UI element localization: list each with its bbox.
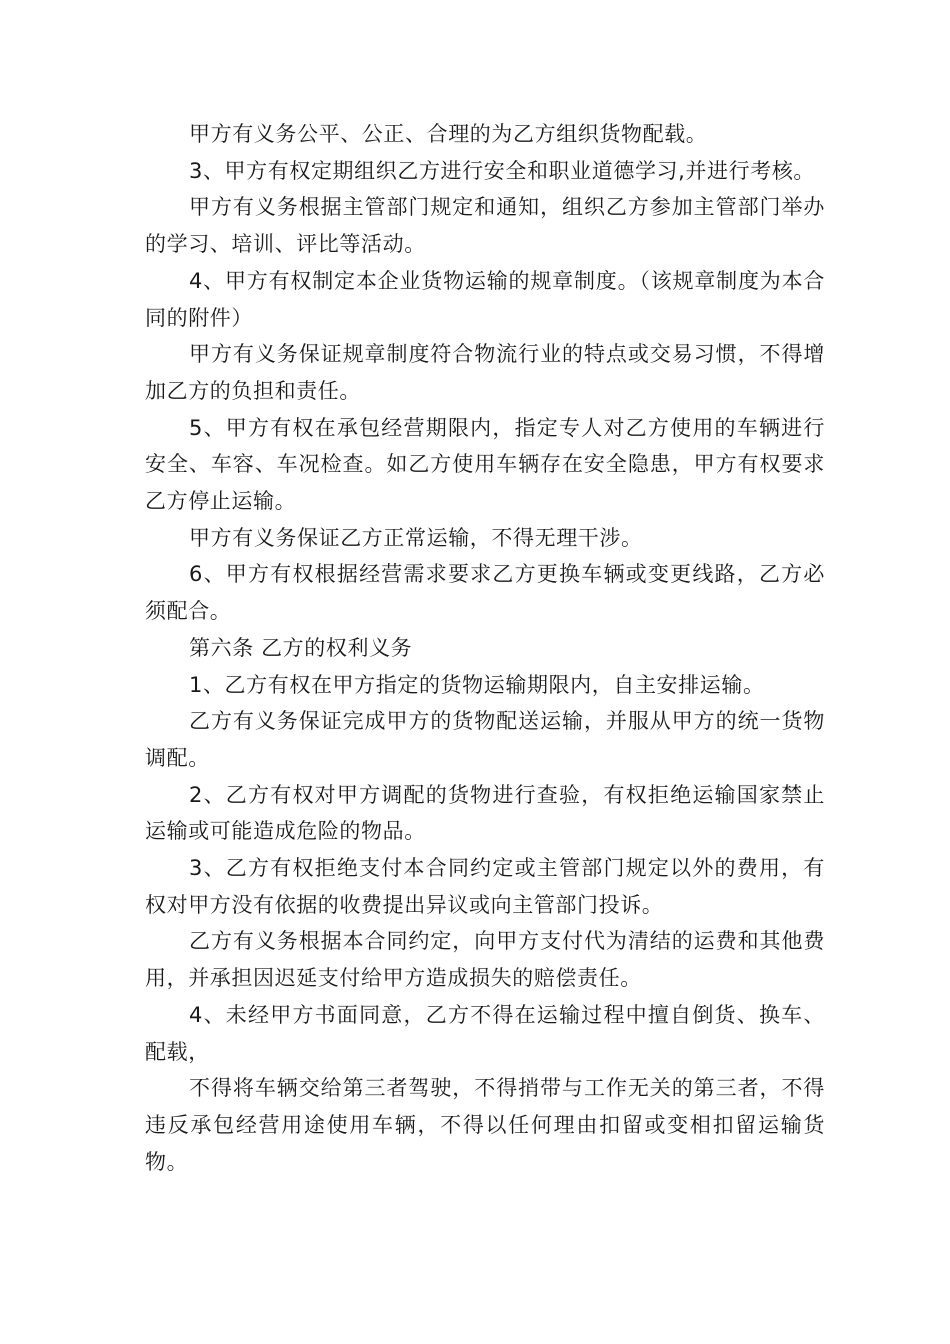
paragraph: 乙方有义务根据本合同约定，向甲方支付代为清结的运费和其他费用，并承担因迟延支付给甲方造成损失的赔偿责任。: [145, 929, 825, 991]
paragraph: 2、乙方有权对甲方调配的货物进行查验，有权拒绝运输国家禁止运输或可能造成危险的物品。: [145, 782, 825, 844]
section-heading: 第六条 乙方的权利义务: [189, 635, 413, 660]
paragraph: 6、甲方有权根据经营需求要求乙方更换车辆或变更线路，乙方必须配合。: [145, 562, 825, 624]
paragraph: 3、乙方有权拒绝支付本合同约定或主管部门规定以外的费用，有权对甲方没有依据的收费提出异议或向主管部门投诉。: [145, 856, 825, 917]
paragraph: 乙方有义务保证完成甲方的货物配送运输，并服从甲方的统一货物调配。: [145, 709, 825, 770]
paragraph: 1、乙方有权在甲方指定的货物运输期限内，自主安排运输。: [189, 672, 765, 697]
paragraph: 甲方有义务根据主管部门规定和通知，组织乙方参加主管部门举办的学习、培训、评比等活动。: [145, 195, 825, 257]
paragraph: 5、甲方有权在承包经营期限内，指定专人对乙方使用的车辆进行安全、车容、车况检查。如乙方使用车辆存在安全隐患，甲方有权要求乙方停止运输。: [145, 415, 825, 514]
paragraph: 甲方有义务保证规章制度符合物流行业的特点或交易习惯，不得增加乙方的负担和责任。: [145, 342, 825, 403]
paragraph: 甲方有义务公平、公正、合理的为乙方组织货物配载。: [189, 122, 708, 146]
paragraph: 不得将车辆交给第三者驾驶，不得捎带与工作无关的第三者，不得违反承包经营用途使用车辆，不得以任何理由扣留或变相扣留运输货物。: [145, 1076, 825, 1174]
paragraph: 甲方有义务保证乙方正常运输，不得无理干涉。: [189, 525, 643, 550]
document-body: [145, 116, 825, 1180]
paragraph: 4、甲方有权制定本企业货物运输的规章制度。（该规章制度为本合同的附件）: [145, 268, 825, 330]
paragraph: 3、甲方有权定期组织乙方进行安全和职业道德学习,并进行考核。: [189, 158, 816, 183]
paragraph: 4、未经甲方书面同意，乙方不得在运输过程中擅自倒货、换车、配载，: [145, 1002, 825, 1064]
